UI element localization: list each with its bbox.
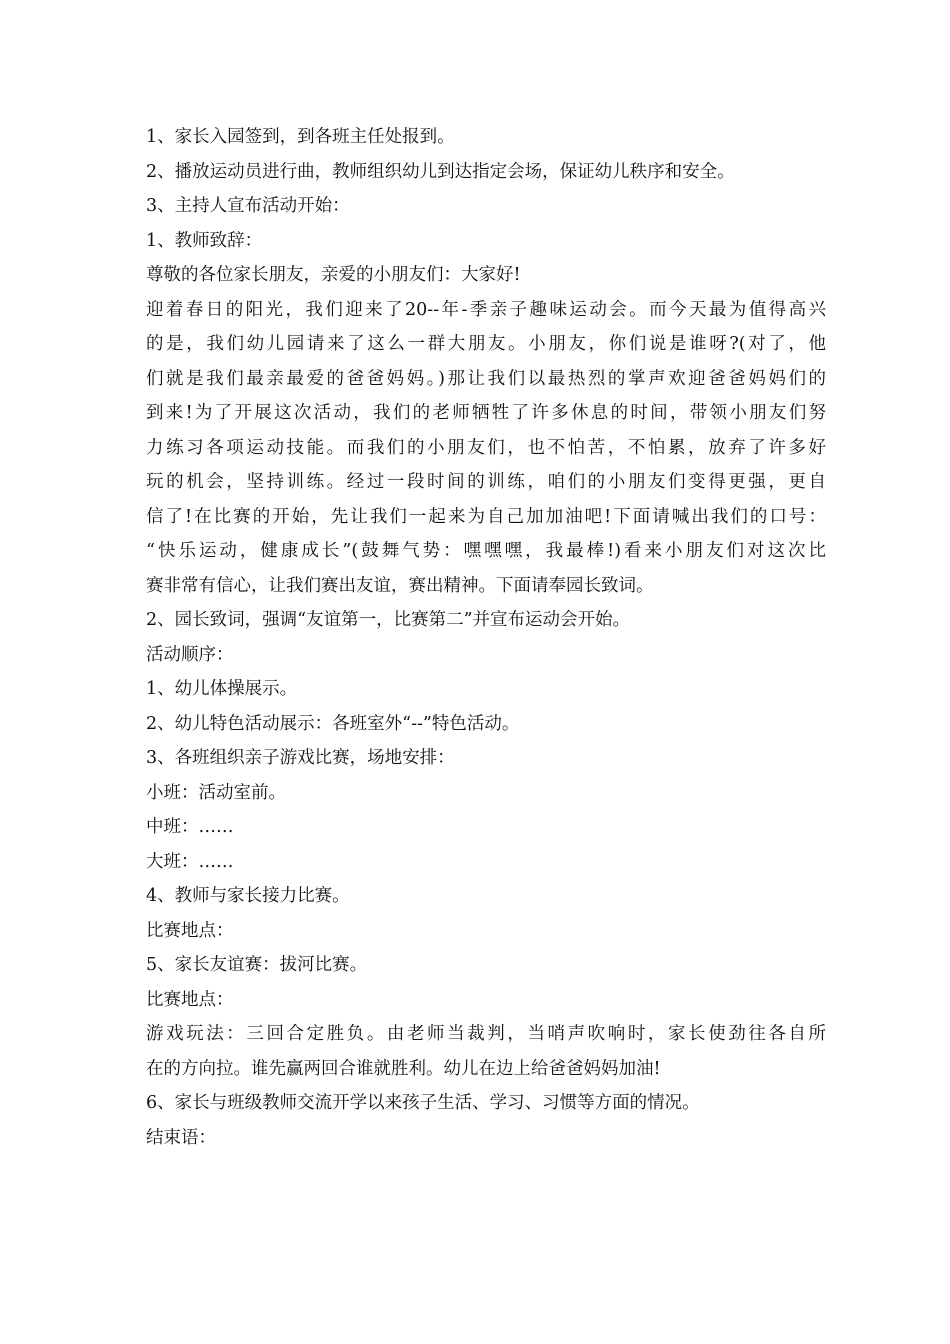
text-line: 结束语： [146,1127,216,1148]
text-line: 小班：活动室前。 [146,782,286,803]
text-line: 2、播放运动员进行曲，教师组织幼儿到达指定会场，保证幼儿秩序和安全。 [146,161,735,182]
text-line: 游戏玩法：三回合定胜负。由老师当裁判，当哨声吹响时，家长使劲往各自所 [146,1024,826,1044]
text-line: 比赛地点： [146,989,234,1010]
text-line: 力练习各项运动技能。而我们的小朋友们，也不怕苦，不怕累，放弃了许多好 [146,437,826,458]
text-line: 2、园长致词，强调“友谊第一，比赛第二”并宣布运动会开始。 [146,610,631,630]
text-line: 1、幼儿体操展示。 [146,679,298,699]
text-line: “快乐运动，健康成长”(鼓舞气势：嘿嘿嘿，我最棒!)看来小朋友们对这次比 [146,541,826,561]
text-line: 6、家长与班级教师交流开学以来孩子生活、学习、习惯等方面的情况。 [146,1093,700,1113]
text-line: 中班：…… [146,817,234,837]
text-line: 大班：…… [146,851,234,872]
text-line: 在的方向拉。谁先赢两回合谁就胜利。幼儿在边上给爸爸妈妈加油! [146,1058,661,1079]
text-line: 到来!为了开展这次活动，我们的老师牺牲了许多休息的时间，带领小朋友们努 [146,403,826,423]
text-line: 3、各班组织亲子游戏比赛，场地安排： [146,748,455,768]
text-line: 5、家长友谊赛：拔河比赛。 [146,955,368,975]
text-line: 比赛地点： [146,920,234,941]
text-line: 活动顺序： [146,644,234,665]
text-line: 4、教师与家长接力比赛。 [146,886,350,906]
text-line: 2、幼儿特色活动展示：各班室外“--”特色活动。 [146,713,520,734]
text-line: 们就是我们最亲最爱的爸爸妈妈。)那让我们以最热烈的掌声欢迎爸爸妈妈们的 [146,368,826,389]
text-line: 1、家长入园签到，到各班主任处报到。 [146,127,455,147]
text-line: 1、教师致辞： [146,230,263,251]
text-line: 信了!在比赛的开始，先让我们一起来为自己加加油吧!下面请喊出我们的口号： [146,506,826,527]
text-line: 尊敬的各位家长朋友，亲爱的小朋友们：大家好! [146,265,521,285]
text-line: 迎着春日的阳光，我们迎来了20--年-季亲子趣味运动会。而今天最为值得高兴 [146,299,826,320]
text-line: 的是，我们幼儿园请来了这么一群大朋友。小朋友，你们说是谁呀?(对了，他 [146,334,826,354]
document-body [146,120,826,1155]
text-line: 玩的机会，坚持训练。经过一段时间的训练，咱们的小朋友们变得更强，更自 [146,472,826,492]
text-line: 赛非常有信心，让我们赛出友谊，赛出精神。下面请奉园长致词。 [146,575,654,596]
text-line: 3、主持人宣布活动开始： [146,196,350,216]
